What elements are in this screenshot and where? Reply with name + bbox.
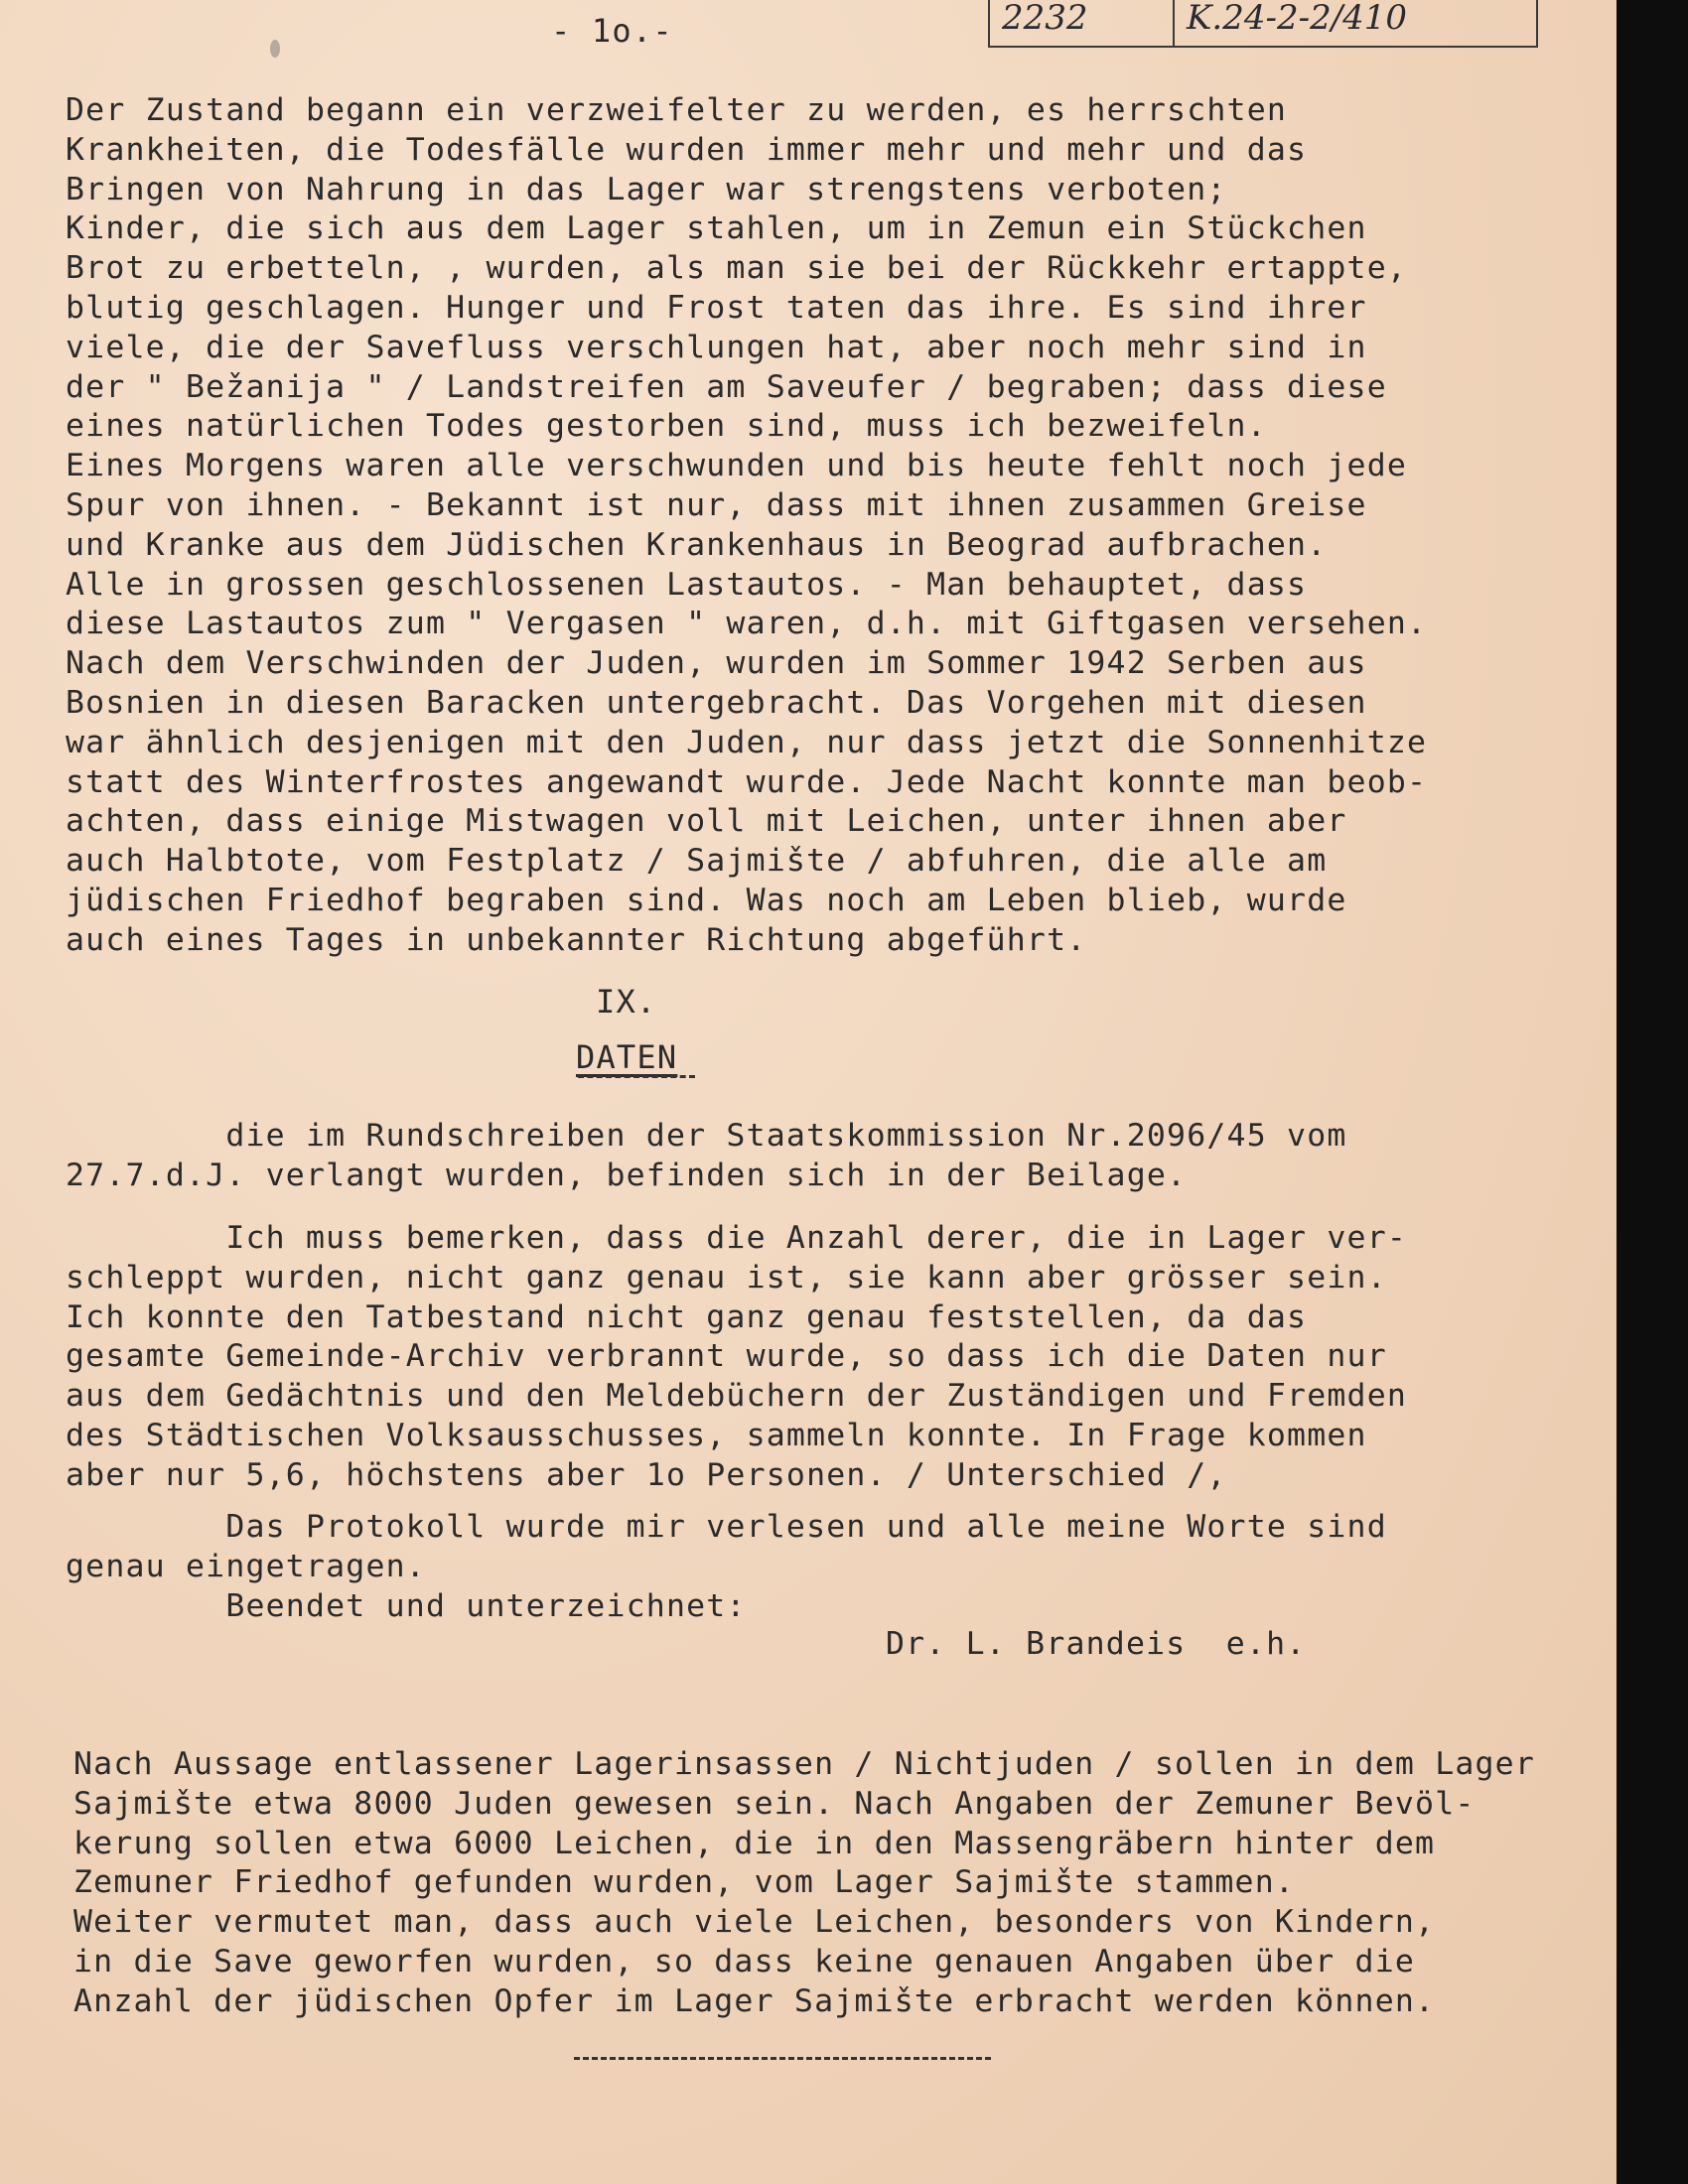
body-paragraph-2: die im Rundschreiben der Staatskommission Nr.2096/45 vom 27.7.d.J. verlangt wurden, befinden sich in der Beilage. <box>66 1118 1347 1193</box>
section-title: DATEN <box>576 1038 678 1076</box>
ink-smudge <box>270 40 280 58</box>
signature-line: Dr. L. Brandeis e.h. <box>886 1626 1307 1662</box>
end-divider <box>574 2057 991 2060</box>
scan-border <box>1617 0 1688 2184</box>
body-paragraph-5: Nach Aussage entlassener Lagerinsassen / Nichtjuden / sollen in dem Lager Sajmište etwa 8000 Juden gewesen sein. Nach Angaben der Zemuner Bevöl- kerung sollen etwa 6000 Leichen, die in den Massengräbern hinter dem Zemuner Friedhof gefunden wurden, vom Lager Sajmište stammen. Weiter vermutet man, dass auch viele Leichen, besonders von Kindern, in die Save geworfen wurden, so dass keine genauen Angaben über die Anzahl der jüdischen Opfer im Lager Sajmište erbracht werden können. <box>73 1746 1536 2019</box>
archive-stamp <box>988 0 1538 48</box>
body-paragraph-4: Das Protokoll wurde mir verlesen und alle meine Worte sind genau eingetragen. Beendet und unterzeichnet: <box>66 1509 1387 1624</box>
section-number: IX. <box>596 983 657 1021</box>
body-paragraph-1: Der Zustand begann ein verzweifelter zu werden, es herrschten Krankheiten, die Todesfälle wurden immer mehr und mehr und das Bringen von Nahrung in das Lager war strengstens verboten; Kinder, die sich aus dem Lager stahlen, um in Zemun ein Stückchen Brot zu erbetteln, , wurden, als man sie bei der Rückkehr ertappte, blutig geschlagen. Hunger und Frost taten das ihre. Es sind ihrer viele, die der Savefluss verschlungen hat, aber noch mehr sind in der " Bežanija " / Landstreifen am Saveufer / begraben; dass diese eines natürlichen Todes gestorben sind, muss ich bezweifeln. Eines Morgens waren alle verschwunden und bis heute fehlt noch jede Spur von ihnen. - Bekannt ist nur, dass mit ihnen zusammen Greise und Kranke aus dem Jüdischen Krankenhaus in Beograd aufbrachen. Alle in grossen geschlossenen Lastautos. - Man behauptet, dass diese Lastautos zum " Vergasen " waren, d.h. mit Giftgasen versehen. Nach dem Verschwinden der Juden, wurden im Sommer 1942 Serben aus Bosnien in diesen Baracken untergebracht. Das Vorgehen mit diesen war ähnlich desjenigen mit den Juden, nur dass jetzt die Sonnenhitze statt des Winterfrostes angewandt wurde. Jede Nacht konnte man beob- achten, dass einige Mistwagen voll mit Leichen, unter ihnen aber auch Halbtote, vom Festplatz / Sajmište / abfuhren, die alle am jüdischen Friedhof begraben sind. Was noch am Leben blieb, wurde auch eines Tages in unbekannter Richtung abgeführt. <box>66 92 1428 958</box>
stamp-number: 2232 <box>990 0 1175 46</box>
page-number: - 1o.- <box>551 12 673 50</box>
section-title-underline <box>578 1075 695 1078</box>
stamp-reference: K.24-2-2/410 <box>1187 0 1408 38</box>
body-paragraph-3: Ich muss bemerken, dass die Anzahl derer, die in Lager ver- schleppt wurden, nicht ganz genau ist, sie kann aber grösser sein. Ich konnte den Tatbestand nicht ganz genau feststellen, da das gesamte Gemeinde-Archiv verbrannt wurde, so dass ich die Daten nur aus dem Gedächtnis und den Meldebüchern der Zuständigen und Fremden des Städtischen Volksausschusses, sammeln konnte. In Frage kommen aber nur 5,6, höchstens aber 1o Personen. / Unterschied /, <box>66 1220 1408 1493</box>
